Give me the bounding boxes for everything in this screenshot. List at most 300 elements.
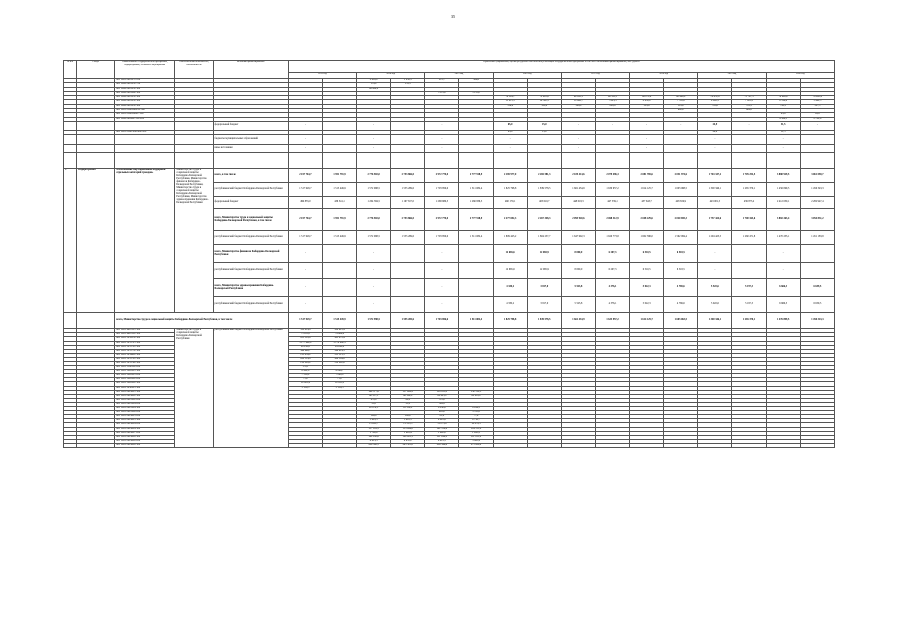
value-cell: 7 090,0: [322, 374, 356, 378]
value-cell: 1 804 257,7: [527, 231, 561, 245]
empty-cell: [425, 153, 459, 169]
value-cell: 1 614 125,7: [630, 313, 664, 329]
value-cell: 1 450 343,3: [800, 313, 834, 329]
value-cell: 326,2: [425, 402, 459, 406]
empty-cell: [64, 313, 77, 329]
value-cell: 2 109 414,6: [561, 169, 595, 183]
budget-code: 961 1006 0605050 700: [115, 83, 175, 87]
value-cell: 2 081 769,6: [630, 169, 664, 183]
value-cell: 209 544,6: [425, 443, 459, 447]
value-cell: 167 240,2: [425, 435, 459, 439]
value-cell: 1 647 902,3: [561, 231, 595, 245]
header-year: 2015 год: [425, 73, 493, 79]
value-cell: 75 797,5: [732, 96, 766, 100]
value-cell: 206 390,5: [357, 443, 391, 447]
value-cell: [664, 145, 698, 153]
value-cell: 8 050,0: [425, 407, 459, 411]
value-cell: [527, 135, 561, 145]
value-cell: 9 516,4: [766, 100, 800, 104]
budget-code: 961 1003 0614008 300: [115, 443, 175, 447]
value-cell: 14 320,5: [527, 100, 561, 104]
value-cell: 741,5: [766, 104, 800, 108]
source-label: федеральный бюджет: [213, 197, 288, 209]
value-cell: [527, 443, 561, 447]
budget-code: 961 1003 0612204 300: [115, 407, 175, 411]
header-num: № п/п: [64, 61, 77, 79]
value-cell: -: [425, 297, 459, 313]
value-cell: [322, 121, 356, 130]
empty-cell: [175, 135, 213, 145]
total-label: всего, Министерство труда и социальной защиты Кабардино-Балкарской Республики, в том числе: [115, 313, 289, 329]
empty-cell: [732, 153, 766, 169]
value-cell: 85,0: [425, 415, 459, 419]
value-cell: 74 666,6: [322, 333, 356, 337]
value-cell: 403 610,7: [527, 197, 561, 209]
budget-code: 961 1003 0614007 200: [115, 431, 175, 435]
value-cell: 2 277 692,3: [493, 209, 527, 231]
empty-cell: [115, 145, 175, 153]
value-cell: 1 300 346,1: [698, 313, 732, 329]
empty-cell: [459, 153, 493, 169]
budget-code: 961 1003 0614003 300: [115, 419, 175, 423]
empty-cell: [175, 145, 213, 153]
value-cell: 3 177 642,2: [288, 341, 322, 345]
value-cell: 1 763 347,2: [698, 169, 732, 183]
detail-executor: Министерство труда и социальной защиты Кабардино-Балкарской Республики: [175, 329, 213, 448]
value-cell: 4 376,1: [595, 279, 629, 297]
value-cell: [391, 279, 425, 297]
empty-cell: [115, 121, 175, 130]
header-year: 2014 год: [357, 73, 425, 79]
header-executor: Ответственный исполнитель, соисполнитель: [175, 61, 213, 79]
value-cell: 2 282 947,4: [800, 197, 834, 209]
value-cell: -: [561, 135, 595, 145]
budget-code: 961 1003 0614003 200: [115, 415, 175, 419]
value-cell: 584,6: [459, 79, 493, 83]
value-cell: 1 517 929,7: [288, 231, 322, 245]
value-cell: 1 572 998,5: [357, 313, 391, 329]
value-cell: 168 514,8: [288, 357, 322, 361]
value-cell: 4 769,6: [664, 279, 698, 297]
value-cell: 1 951 791,9: [322, 209, 356, 231]
value-cell: 2 782,6: [800, 117, 834, 121]
empty-cell: [64, 145, 77, 153]
value-cell: 140 377,8: [357, 390, 391, 394]
value-cell: 344 946,7: [288, 349, 322, 353]
value-cell: 15,0: [527, 121, 561, 130]
budget-code: 961 1003 5220001 200: [115, 374, 175, 378]
value-cell: 6 510,5: [630, 263, 664, 279]
value-cell: 24 256,8: [288, 345, 322, 349]
value-cell: [630, 443, 664, 447]
value-cell: 71,0: [288, 378, 322, 382]
value-cell: 161 383,6: [288, 337, 322, 341]
value-cell: 5 523,8: [561, 279, 595, 297]
value-cell: [459, 135, 493, 145]
value-cell: 8 450,0: [630, 100, 664, 104]
value-cell: 1 695,4: [391, 431, 425, 435]
value-cell: -: [630, 135, 664, 145]
value-cell: 5 197,3: [732, 279, 766, 297]
empty-cell: [800, 153, 834, 169]
value-cell: 104 115,8: [459, 427, 493, 431]
value-cell: 15,0: [527, 130, 561, 134]
value-cell: -: [732, 121, 766, 130]
budget-code: 961 1003 5054602 300: [115, 353, 175, 357]
value-cell: [698, 443, 732, 447]
value-cell: 133 994,0: [391, 427, 425, 431]
empty-cell: [527, 153, 561, 169]
value-cell: 1 825 798,8: [493, 313, 527, 329]
value-cell: 1 603 063,5: [664, 313, 698, 329]
value-cell: -: [357, 245, 391, 263]
value-cell: 2 416,0: [357, 79, 391, 83]
header-year: 2018 год: [630, 73, 698, 79]
header-status: Статус: [77, 61, 115, 79]
value-cell: 6 666,3: [766, 297, 800, 313]
budget-code: 961 1003 0614004 200: [115, 423, 175, 427]
value-cell: 1 703 856,6: [425, 183, 459, 197]
value-cell: 5 197,3: [732, 297, 766, 313]
budget-code: 961 1003 5055740 300: [115, 362, 175, 366]
empty-cell: [561, 153, 595, 169]
value-cell: 2 282 581,3: [527, 169, 561, 183]
empty-cell: [357, 153, 391, 169]
value-cell: -: [766, 135, 800, 145]
value-cell: 112 265,2: [288, 362, 322, 366]
empty-cell: [630, 153, 664, 169]
value-cell: 4 526,3: [766, 117, 800, 121]
value-cell: 1 260 471,8: [732, 231, 766, 245]
value-cell: -: [425, 245, 459, 263]
value-cell: 106,0: [357, 415, 391, 419]
value-cell: 35,0: [391, 402, 425, 406]
spacer-row: [64, 153, 835, 169]
value-cell: 564,8: [561, 104, 595, 108]
value-cell: -: [425, 279, 459, 297]
value-cell: 5 922,6: [698, 279, 732, 297]
value-cell: 2 031 974,6: [664, 169, 698, 183]
value-cell: -: [766, 245, 800, 263]
value-cell: 2 048 229,6: [630, 209, 664, 231]
value-cell: [664, 135, 698, 145]
value-cell: 5 022,3: [630, 279, 664, 297]
value-cell: 1 517 929,7: [288, 183, 322, 197]
budget-code: 961 1003 5030205 300: [115, 386, 175, 390]
value-cell: 330 414,8: [288, 329, 322, 333]
value-cell: 527,5: [800, 104, 834, 108]
value-cell: 5 523,8: [561, 297, 595, 313]
budget-code: 961 1003 5220001 300: [115, 370, 175, 374]
value-cell: 2 079 496,3: [595, 169, 629, 183]
value-cell: 157 992,2: [391, 390, 425, 394]
value-cell: 168 504,8: [322, 357, 356, 361]
value-cell: 443 001,5: [698, 197, 732, 209]
value-cell: 428 819,9: [664, 197, 698, 209]
value-cell: 49 864,0: [357, 87, 391, 91]
value-cell: 1 515 449,9: [322, 313, 356, 329]
value-cell: 344 914,3: [322, 349, 356, 353]
value-cell: 5 022,3: [630, 297, 664, 313]
value-cell: 4 756,7: [459, 419, 493, 423]
value-cell: 2 972 770,0: [425, 209, 459, 231]
value-cell: 71,0: [322, 378, 356, 382]
source-label: республиканский бюджет Кабардино-Балкарской Республики: [213, 183, 288, 197]
value-cell: 437 643,7: [630, 197, 664, 209]
value-cell: 1 451 183,8: [800, 231, 834, 245]
value-cell: -: [561, 145, 595, 153]
header-year: 2016 год: [493, 73, 561, 79]
budget-code: 961 1003 5140100 200: [115, 366, 175, 370]
value-cell: 133 659,2: [288, 353, 322, 357]
value-cell: 1 700,0: [357, 431, 391, 435]
value-cell: 1 700 163,6: [732, 209, 766, 231]
value-cell: [391, 263, 425, 279]
value-cell: [322, 135, 356, 145]
value-cell: 133 513,5: [322, 353, 356, 357]
budget-code: 961 1003 5220002 300: [115, 382, 175, 386]
value-cell: 45,6: [766, 113, 800, 117]
value-cell: -: [630, 145, 664, 153]
budget-code: 961 1003 01Б0П40210 300: [115, 109, 175, 113]
value-cell: [664, 443, 698, 447]
value-cell: 4 769,6: [664, 297, 698, 313]
value-cell: 3 174 642,3: [322, 341, 356, 345]
header-name: Наименование государственной программы, подпрограммы, основного мероприятия: [115, 61, 175, 79]
value-cell: 2 753 866,0: [391, 169, 425, 183]
value-cell: 1 839 578,5: [527, 183, 561, 197]
value-cell: 1 470 233,1: [766, 231, 800, 245]
value-cell: 22 554,2: [391, 407, 425, 411]
budget-code: 961 1006 0605050 300: [115, 104, 175, 108]
value-cell: 24 242,4: [322, 345, 356, 349]
budget-code: 961 1003 5059150 300: [115, 337, 175, 341]
value-cell: 12 665,6: [493, 263, 527, 279]
value-cell: 460 179,1: [493, 197, 527, 209]
value-cell: -: [698, 263, 732, 279]
value-cell: 783,6: [698, 104, 732, 108]
value-cell: 1 661 434,9: [561, 183, 595, 197]
value-cell: 900,0: [664, 109, 698, 113]
value-cell: 1 515 449,9: [322, 231, 356, 245]
header-year: 2017 год: [561, 73, 629, 79]
value-cell: 11 133,5: [391, 423, 425, 427]
budget-code: 961 1003 0612204 200: [115, 402, 175, 406]
value-cell: 150 762,5: [459, 390, 493, 394]
value-cell: 7 023,2: [732, 100, 766, 104]
value-cell: 68 918,0: [459, 394, 493, 398]
value-cell: 69 333,5: [595, 96, 629, 100]
value-cell: 1 456 343,3: [800, 183, 834, 197]
value-cell: 1 511 082,4: [459, 183, 493, 197]
value-cell: -: [425, 135, 459, 145]
value-cell: [391, 297, 425, 313]
value-cell: 6 510,5: [630, 245, 664, 263]
budget-code: 961 1003 5055721 300: [115, 341, 175, 345]
budget-code: 961 1003 0612206 200: [115, 411, 175, 415]
value-cell: 1 476 899,5: [766, 313, 800, 329]
value-cell: [732, 263, 766, 279]
value-cell: 141 760,4: [425, 427, 459, 431]
value-cell: 66 384,0: [391, 394, 425, 398]
value-cell: 74 026,0: [766, 96, 800, 100]
budget-code: 961 1003 0614004 300: [115, 427, 175, 431]
value-cell: 439 873,2: [732, 197, 766, 209]
program-name: «Обеспечение мер социальной поддержки отдельных категорий граждан»: [115, 169, 175, 313]
value-cell: [459, 263, 493, 279]
value-cell: 8 000,0: [561, 263, 595, 279]
value-cell: 2 777 918,9: [459, 209, 493, 231]
value-cell: 72 405,8: [527, 96, 561, 100]
value-cell: 293 525,0: [391, 443, 425, 447]
value-cell: [322, 263, 356, 279]
program-status: Подпрограмма: [77, 169, 115, 313]
empty-cell: [213, 153, 288, 169]
empty-cell: [64, 443, 77, 447]
value-cell: -: [357, 121, 391, 130]
empty-cell: [115, 153, 175, 169]
source-label: всего, Министерство здравоохранения Кабардино-Балкарской Республики: [213, 279, 288, 297]
value-cell: 69 041,1: [561, 96, 595, 100]
value-cell: [459, 297, 493, 313]
value-cell: 8 034,3: [459, 407, 493, 411]
value-cell: 1 515 449,9: [322, 183, 356, 197]
value-cell: 1 614 125,7: [630, 183, 664, 197]
value-cell: 410,0: [425, 411, 459, 415]
value-cell: [322, 297, 356, 313]
value-cell: 1 268 686,3: [425, 197, 459, 209]
value-cell: -: [425, 145, 459, 153]
value-cell: -: [698, 245, 732, 263]
value-cell: 31,5: [766, 121, 800, 130]
value-cell: 2 972 770,0: [425, 169, 459, 183]
value-cell: 6 518,5: [664, 263, 698, 279]
budget-code: 961 1003 0614002 300: [115, 394, 175, 398]
value-cell: 1 633 957,2: [595, 313, 629, 329]
value-cell: 1 300 346,1: [698, 183, 732, 197]
program-row: [64, 169, 835, 183]
value-cell: -: [766, 145, 800, 153]
value-cell: [732, 135, 766, 145]
federal-budget-row: [64, 121, 835, 130]
empty-cell: [77, 153, 115, 169]
value-cell: 3 061 090,7: [800, 169, 834, 183]
budget-code: 961 1003 01Б0Э0Р0Р00 200: [115, 130, 175, 134]
value-cell: 8 000,0: [561, 245, 595, 263]
value-cell: 2 068 312,9: [595, 209, 629, 231]
empty-cell: [766, 153, 800, 169]
value-cell: 1 197 817,0: [391, 197, 425, 209]
value-cell: 7 623,3: [595, 100, 629, 104]
value-cell: 370,0: [425, 398, 459, 402]
value-cell: 20,0: [391, 398, 425, 402]
value-cell: 1 630 957,2: [595, 183, 629, 197]
value-cell: 12 065,9: [527, 263, 561, 279]
budget-table: [63, 60, 835, 448]
value-cell: 703,5: [732, 104, 766, 108]
value-cell: [732, 245, 766, 263]
value-cell: 45,6: [800, 113, 834, 117]
value-cell: 4 925,8: [425, 419, 459, 423]
value-cell: -: [664, 121, 698, 130]
detail-source: республиканский бюджет Кабардино-Балкарской Республики: [213, 329, 288, 448]
value-cell: 215,7: [425, 79, 459, 83]
value-cell: 1 661 434,9: [561, 313, 595, 329]
value-cell: 75 103,0: [288, 333, 322, 337]
empty-cell: [175, 121, 213, 130]
value-cell: -: [357, 135, 391, 145]
value-cell: 5 462,5: [800, 100, 834, 104]
value-cell: 167 031,0: [459, 435, 493, 439]
value-cell: 1 809 423,2: [493, 231, 527, 245]
empty-cell: [288, 153, 322, 169]
budget-code: 961 1003 5055732 300: [115, 349, 175, 353]
value-cell: 1 265 370,1: [732, 183, 766, 197]
value-cell: -: [425, 121, 459, 130]
header-year: 2013 год: [288, 73, 356, 79]
value-cell: 448 018,3: [561, 197, 595, 209]
value-cell: 2 753 866,0: [391, 209, 425, 231]
value-cell: [800, 443, 834, 447]
value-cell: -: [800, 121, 834, 130]
value-cell: 1 204 384,5: [357, 197, 391, 209]
value-cell: 4 376,1: [595, 297, 629, 313]
value-cell: 1 951 791,9: [322, 169, 356, 183]
value-cell: 112 220,6: [322, 362, 356, 366]
value-cell: 1 592 084,4: [664, 231, 698, 245]
value-cell: 69 425,0: [425, 394, 459, 398]
budget-code: 961 1003 0605070 100: [115, 79, 175, 83]
value-cell: 820,6: [595, 104, 629, 108]
value-cell: 10 878,3: [459, 423, 493, 427]
value-cell: 1 703 856,6: [425, 313, 459, 329]
empty-cell: [115, 135, 175, 145]
value-cell: 6 864,7: [322, 370, 356, 374]
value-cell: 13,0: [357, 402, 391, 406]
value-cell: -: [357, 297, 391, 313]
value-cell: 10 966,7: [561, 100, 595, 104]
value-cell: 499 835,0: [288, 197, 322, 209]
value-cell: 133,5: [391, 83, 425, 87]
value-cell: [322, 279, 356, 297]
value-cell: 6 207,3: [595, 245, 629, 263]
budget-code: 961 1003 0612202 200: [115, 398, 175, 402]
value-cell: 4 330,2: [493, 279, 527, 297]
source-label: республиканский бюджет Кабардино-Балкарской Республики: [213, 297, 288, 313]
value-cell: 5 405,5: [357, 419, 391, 423]
budget-code: 961 1003 5220002 200: [115, 378, 175, 382]
budget-code: 961 1003 4610102 300: [115, 333, 175, 337]
value-cell: 69 073,4: [630, 96, 664, 100]
value-cell: 6 666,3: [766, 279, 800, 297]
budget-code: 961 1003 5055722 300: [115, 357, 175, 361]
value-cell: 1 511 082,4: [459, 313, 493, 329]
value-cell: 133,2: [357, 83, 391, 87]
value-cell: -: [630, 121, 664, 130]
value-cell: 4 330,2: [493, 297, 527, 313]
value-cell: 4 413,5: [357, 439, 391, 443]
value-cell: 24,9: [698, 121, 732, 130]
value-cell: 1 420,0: [425, 431, 459, 435]
value-cell: -: [357, 279, 391, 297]
value-cell: -: [357, 263, 391, 279]
empty-cell: [493, 153, 527, 169]
value-cell: 11 075,4: [425, 423, 459, 427]
value-cell: 2 412 030,1: [766, 197, 800, 209]
value-cell: 3 882 263,4: [766, 209, 800, 231]
value-cell: 328 925,4: [322, 329, 356, 333]
value-cell: [595, 135, 629, 145]
